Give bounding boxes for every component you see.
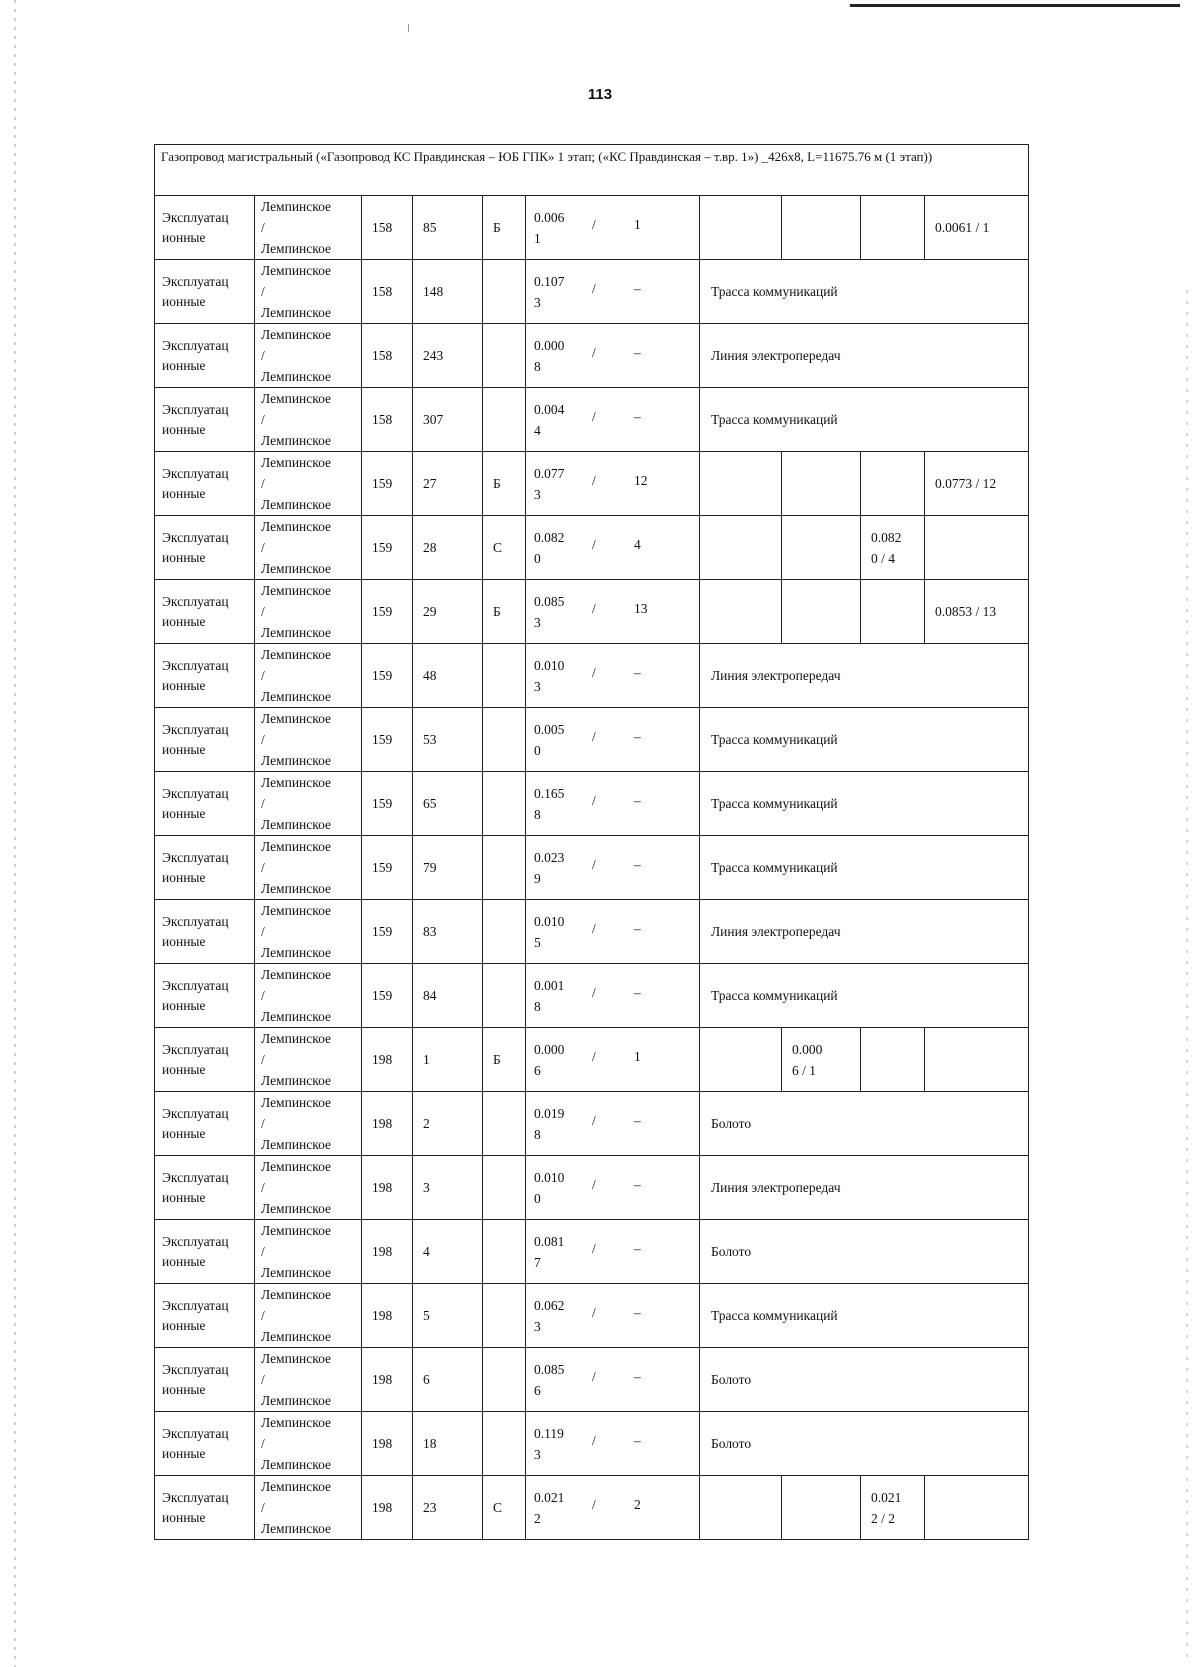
cell-category: [483, 1284, 526, 1348]
area-value: 0.119 3: [534, 1425, 564, 1462]
table-row: [155, 1476, 1029, 1540]
area-part: –: [634, 984, 641, 1000]
table-header: Газопровод магистральный («Газопровод КС Правдинская – ЮБ ГПК» 1 этап; («КС Правдинская – т.вр. 1») _426x8, L=11675.76 м (1 этап)): [155, 145, 1029, 196]
cell-kvartal: 159: [362, 644, 413, 708]
table-row: [155, 964, 1029, 1028]
cell-vydel: 3: [413, 1156, 483, 1220]
table-row: [155, 1028, 1029, 1092]
area-value: 0.005 0: [534, 721, 565, 758]
area-separator: /: [592, 1304, 596, 1320]
cell-area: [526, 196, 700, 260]
area-separator: /: [592, 920, 596, 936]
type-text: Эксплуатац ионные: [162, 465, 229, 501]
page-number: 113: [587, 86, 613, 103]
cell-category-area: 0.082 0 / 4: [861, 516, 925, 580]
cell-category: [483, 644, 526, 708]
cell-type: [155, 388, 255, 452]
cell-vydel: 5: [413, 1284, 483, 1348]
area-part: 13: [634, 600, 648, 616]
type-text: Эксплуатац ионные: [162, 1105, 229, 1141]
cell-note: Болото: [700, 1092, 1029, 1156]
cell-area: [526, 644, 700, 708]
cell-note: Трасса коммуникаций: [700, 836, 1029, 900]
cell-vydel: 28: [413, 516, 483, 580]
cell-location: [255, 772, 362, 836]
cell-kvartal: 159: [362, 452, 413, 516]
cell-note: Болото: [700, 1412, 1029, 1476]
cell-total: 0.0061 / 1: [925, 196, 1029, 260]
cell-category: С: [483, 516, 526, 580]
area-part: 1: [634, 1048, 641, 1064]
cell-category-area: 0.000 6 / 1: [782, 1028, 861, 1092]
cell-area: [526, 260, 700, 324]
area-part: 12: [634, 472, 648, 488]
cell-type: [155, 1092, 255, 1156]
area-separator: /: [592, 344, 596, 360]
area-part: –: [634, 1304, 641, 1320]
cell-location: [255, 260, 362, 324]
location-text: Лемпинское / Лемпинское: [261, 775, 332, 832]
table-row: [155, 196, 1029, 260]
cell-note: Болото: [700, 1220, 1029, 1284]
cell-type: [155, 708, 255, 772]
cell-location: [255, 836, 362, 900]
cell-category: Б: [483, 1028, 526, 1092]
cell-kvartal: 198: [362, 1476, 413, 1540]
location-text: Лемпинское / Лемпинское: [261, 1031, 332, 1088]
table-row: [155, 772, 1029, 836]
document-table: [154, 144, 1029, 1540]
cell-kvartal: 159: [362, 900, 413, 964]
type-text: Эксплуатац ионные: [162, 1297, 229, 1333]
cell-location: [255, 1476, 362, 1540]
area-value: 0.062 3: [534, 1297, 565, 1334]
cell-area: [526, 1220, 700, 1284]
area-separator: /: [592, 1048, 596, 1064]
location-text: Лемпинское / Лемпинское: [261, 199, 332, 256]
cell-category: Б: [483, 196, 526, 260]
area-part: –: [634, 408, 641, 424]
cell-type: [155, 836, 255, 900]
area-separator: /: [592, 664, 596, 680]
cell-category-area: [700, 1476, 782, 1540]
cell-vydel: 18: [413, 1412, 483, 1476]
area-value: 0.000 8: [534, 337, 565, 374]
type-text: Эксплуатац ионные: [162, 401, 229, 437]
cell-type: [155, 900, 255, 964]
cell-kvartal: 158: [362, 196, 413, 260]
cell-vydel: 23: [413, 1476, 483, 1540]
area-part: –: [634, 344, 641, 360]
table-row: [155, 388, 1029, 452]
type-text: Эксплуатац ионные: [162, 209, 229, 245]
area-part: –: [634, 1176, 641, 1192]
area-value: 0.000 6: [534, 1041, 565, 1078]
cell-vydel: 4: [413, 1220, 483, 1284]
cell-area: [526, 708, 700, 772]
table-row: [155, 900, 1029, 964]
area-separator: /: [592, 1432, 596, 1448]
area-part: –: [634, 1240, 641, 1256]
type-text: Эксплуатац ионные: [162, 913, 229, 949]
cell-vydel: 2: [413, 1092, 483, 1156]
area-part: –: [634, 728, 641, 744]
cell-kvartal: 198: [362, 1412, 413, 1476]
cell-note: Линия электропередач: [700, 644, 1029, 708]
area-separator: /: [592, 280, 596, 296]
area-value: 0.085 6: [534, 1361, 565, 1398]
cell-location: [255, 708, 362, 772]
cell-type: [155, 516, 255, 580]
cell-location: [255, 1028, 362, 1092]
cell-area: [526, 1476, 700, 1540]
cell-category-area: [861, 196, 925, 260]
area-value: 0.019 8: [534, 1105, 565, 1142]
cell-category: [483, 900, 526, 964]
cell-kvartal: 159: [362, 964, 413, 1028]
cell-kvartal: 198: [362, 1156, 413, 1220]
cell-note: Линия электропередач: [700, 324, 1029, 388]
cell-kvartal: 198: [362, 1284, 413, 1348]
type-text: Эксплуатац ионные: [162, 1489, 229, 1525]
table-row: [155, 1156, 1029, 1220]
cell-location: [255, 1348, 362, 1412]
type-text: Эксплуатац ионные: [162, 977, 229, 1013]
cell-type: [155, 1220, 255, 1284]
cell-vydel: 148: [413, 260, 483, 324]
cell-type: [155, 1412, 255, 1476]
cell-type: [155, 580, 255, 644]
area-separator: /: [592, 1368, 596, 1384]
cell-location: [255, 196, 362, 260]
scan-edge-right: [1186, 290, 1188, 1660]
area-value: 0.082 0: [534, 529, 565, 566]
cell-location: [255, 1092, 362, 1156]
area-separator: /: [592, 600, 596, 616]
type-text: Эксплуатац ионные: [162, 721, 229, 757]
cell-type: [155, 772, 255, 836]
area-part: –: [634, 664, 641, 680]
cell-note: Трасса коммуникаций: [700, 388, 1029, 452]
location-text: Лемпинское / Лемпинское: [261, 1223, 332, 1280]
table-header-row: [155, 145, 1029, 196]
location-text: Лемпинское / Лемпинское: [261, 391, 332, 448]
cell-type: [155, 1028, 255, 1092]
cell-category-area: [782, 516, 861, 580]
table-row: [155, 644, 1029, 708]
cell-area: [526, 324, 700, 388]
cell-category-area: [700, 580, 782, 644]
type-text: Эксплуатац ионные: [162, 849, 229, 885]
cell-vydel: 243: [413, 324, 483, 388]
type-text: Эксплуатац ионные: [162, 593, 229, 629]
cell-location: [255, 388, 362, 452]
table-row: [155, 708, 1029, 772]
cell-type: [155, 452, 255, 516]
area-separator: /: [592, 792, 596, 808]
cell-area: [526, 1348, 700, 1412]
area-value: 0.010 0: [534, 1169, 565, 1206]
area-value: 0.001 8: [534, 977, 565, 1014]
area-separator: /: [592, 472, 596, 488]
cell-category: [483, 964, 526, 1028]
location-text: Лемпинское / Лемпинское: [261, 903, 332, 960]
area-value: 0.006 1: [534, 209, 565, 246]
location-text: Лемпинское / Лемпинское: [261, 1415, 332, 1472]
cell-area: [526, 1284, 700, 1348]
area-value: 0.010 3: [534, 657, 565, 694]
cell-location: [255, 1220, 362, 1284]
area-value: 0.023 9: [534, 849, 565, 886]
cell-kvartal: 159: [362, 516, 413, 580]
cell-type: [155, 1156, 255, 1220]
table-row: [155, 452, 1029, 516]
cell-category: [483, 772, 526, 836]
cell-type: [155, 1348, 255, 1412]
cell-location: [255, 900, 362, 964]
area-separator: /: [592, 856, 596, 872]
location-text: Лемпинское / Лемпинское: [261, 1287, 332, 1344]
area-part: –: [634, 1368, 641, 1384]
location-text: Лемпинское / Лемпинское: [261, 519, 332, 576]
cell-category: [483, 324, 526, 388]
area-separator: /: [592, 984, 596, 1000]
cell-category: [483, 1092, 526, 1156]
location-text: Лемпинское / Лемпинское: [261, 263, 332, 320]
area-separator: /: [592, 1112, 596, 1128]
cell-location: [255, 1156, 362, 1220]
cell-area: [526, 1412, 700, 1476]
cell-vydel: 84: [413, 964, 483, 1028]
cell-kvartal: 158: [362, 388, 413, 452]
location-text: Лемпинское / Лемпинское: [261, 967, 332, 1024]
cell-kvartal: 159: [362, 836, 413, 900]
cell-category: Б: [483, 452, 526, 516]
cell-vydel: 53: [413, 708, 483, 772]
top-rule: [850, 4, 1180, 7]
cell-category: [483, 388, 526, 452]
cell-location: [255, 324, 362, 388]
cell-kvartal: 158: [362, 260, 413, 324]
cell-vydel: 307: [413, 388, 483, 452]
area-separator: /: [592, 1176, 596, 1192]
area-part: –: [634, 1112, 641, 1128]
cell-note: Трасса коммуникаций: [700, 964, 1029, 1028]
area-part: –: [634, 792, 641, 808]
area-part: –: [634, 920, 641, 936]
cell-category-area: [700, 516, 782, 580]
location-text: Лемпинское / Лемпинское: [261, 711, 332, 768]
table-row: [155, 1284, 1029, 1348]
cell-type: [155, 964, 255, 1028]
location-text: Лемпинское / Лемпинское: [261, 1479, 332, 1536]
cell-kvartal: 198: [362, 1028, 413, 1092]
type-text: Эксплуатац ионные: [162, 1233, 229, 1269]
area-value: 0.004 4: [534, 401, 565, 438]
cell-vydel: 65: [413, 772, 483, 836]
cell-note: Трасса коммуникаций: [700, 772, 1029, 836]
cell-category: [483, 1412, 526, 1476]
cell-note: Линия электропередач: [700, 900, 1029, 964]
cell-area: [526, 1092, 700, 1156]
cell-vydel: 48: [413, 644, 483, 708]
area-value: 0.081 7: [534, 1233, 565, 1270]
cell-vydel: 79: [413, 836, 483, 900]
table-row: [155, 1092, 1029, 1156]
location-text: Лемпинское / Лемпинское: [261, 455, 332, 512]
area-value: 0.107 3: [534, 273, 565, 310]
area-value: 0.021 2: [534, 1489, 565, 1526]
location-text: Лемпинское / Лемпинское: [261, 647, 332, 704]
cell-category-area: [700, 452, 782, 516]
area-separator: /: [592, 728, 596, 744]
cell-total: 0.0853 / 13: [925, 580, 1029, 644]
cell-type: [155, 1476, 255, 1540]
area-part: –: [634, 1432, 641, 1448]
cell-note: Трасса коммуникаций: [700, 260, 1029, 324]
location-text: Лемпинское / Лемпинское: [261, 1159, 332, 1216]
cell-category: [483, 1156, 526, 1220]
cell-category: [483, 1348, 526, 1412]
area-part: 4: [634, 536, 641, 552]
cell-category-area: [782, 196, 861, 260]
cell-area: [526, 964, 700, 1028]
cell-vydel: 85: [413, 196, 483, 260]
cell-kvartal: 159: [362, 772, 413, 836]
cell-category: [483, 260, 526, 324]
cell-vydel: 1: [413, 1028, 483, 1092]
cell-location: [255, 964, 362, 1028]
scan-edge-left: [14, 0, 16, 1667]
type-text: Эксплуатац ионные: [162, 657, 229, 693]
scan-mark: [408, 24, 409, 32]
cell-kvartal: 158: [362, 324, 413, 388]
cell-area: [526, 516, 700, 580]
table-row: [155, 1412, 1029, 1476]
cell-category-area: [700, 196, 782, 260]
cell-area: [526, 580, 700, 644]
area-value: 0.165 8: [534, 785, 565, 822]
cell-category: С: [483, 1476, 526, 1540]
area-separator: /: [592, 408, 596, 424]
area-value: 0.077 3: [534, 465, 565, 502]
cell-total: [925, 1028, 1029, 1092]
cell-total: [925, 516, 1029, 580]
cell-location: [255, 1284, 362, 1348]
table-row: [155, 580, 1029, 644]
area-part: 1: [634, 216, 641, 232]
cell-category: [483, 836, 526, 900]
cell-area: [526, 452, 700, 516]
cell-type: [155, 1284, 255, 1348]
type-text: Эксплуатац ионные: [162, 529, 229, 565]
location-text: Лемпинское / Лемпинское: [261, 1095, 332, 1152]
type-text: Эксплуатац ионные: [162, 1169, 229, 1205]
type-text: Эксплуатац ионные: [162, 1361, 229, 1397]
area-separator: /: [592, 536, 596, 552]
area-part: –: [634, 856, 641, 872]
cell-type: [155, 260, 255, 324]
cell-vydel: 27: [413, 452, 483, 516]
cell-note: Трасса коммуникаций: [700, 708, 1029, 772]
type-text: Эксплуатац ионные: [162, 785, 229, 821]
cell-category-area: [782, 1476, 861, 1540]
cell-location: [255, 1412, 362, 1476]
cell-location: [255, 644, 362, 708]
table-row: [155, 324, 1029, 388]
cell-type: [155, 196, 255, 260]
area-value: 0.085 3: [534, 593, 565, 630]
cell-area: [526, 1156, 700, 1220]
cell-category: [483, 1220, 526, 1284]
cell-kvartal: 159: [362, 708, 413, 772]
cell-category-area: [861, 1028, 925, 1092]
table-row: [155, 516, 1029, 580]
cell-type: [155, 324, 255, 388]
cell-vydel: 83: [413, 900, 483, 964]
cell-area: [526, 1028, 700, 1092]
cell-category-area: 0.021 2 / 2: [861, 1476, 925, 1540]
area-part: 2: [634, 1496, 641, 1512]
cell-total: [925, 1476, 1029, 1540]
cell-category-area: [782, 580, 861, 644]
cell-vydel: 29: [413, 580, 483, 644]
cell-kvartal: 159: [362, 580, 413, 644]
area-part: –: [634, 280, 641, 296]
location-text: Лемпинское / Лемпинское: [261, 327, 332, 384]
cell-category: Б: [483, 580, 526, 644]
area-separator: /: [592, 1496, 596, 1512]
cell-category-area: [782, 452, 861, 516]
type-text: Эксплуатац ионные: [162, 1425, 229, 1461]
location-text: Лемпинское / Лемпинское: [261, 839, 332, 896]
cell-area: [526, 836, 700, 900]
area-separator: /: [592, 1240, 596, 1256]
cell-category: [483, 708, 526, 772]
type-text: Эксплуатац ионные: [162, 337, 229, 373]
table-row: [155, 1220, 1029, 1284]
cell-location: [255, 580, 362, 644]
cell-note: Болото: [700, 1348, 1029, 1412]
cell-area: [526, 772, 700, 836]
cell-kvartal: 198: [362, 1220, 413, 1284]
cell-area: [526, 900, 700, 964]
cell-kvartal: 198: [362, 1092, 413, 1156]
cell-vydel: 6: [413, 1348, 483, 1412]
cell-area: [526, 388, 700, 452]
cell-type: [155, 644, 255, 708]
cell-category-area: [700, 1028, 782, 1092]
area-separator: /: [592, 216, 596, 232]
table-row: [155, 260, 1029, 324]
type-text: Эксплуатац ионные: [162, 273, 229, 309]
cell-category-area: [861, 580, 925, 644]
cell-category-area: [861, 452, 925, 516]
location-text: Лемпинское / Лемпинское: [261, 1351, 332, 1408]
table-row: [155, 1348, 1029, 1412]
cell-location: [255, 452, 362, 516]
type-text: Эксплуатац ионные: [162, 1041, 229, 1077]
cell-total: 0.0773 / 12: [925, 452, 1029, 516]
table-row: [155, 836, 1029, 900]
cell-kvartal: 198: [362, 1348, 413, 1412]
cell-note: Трасса коммуникаций: [700, 1284, 1029, 1348]
area-value: 0.010 5: [534, 913, 565, 950]
cell-note: Линия электропередач: [700, 1156, 1029, 1220]
location-text: Лемпинское / Лемпинское: [261, 583, 332, 640]
cell-location: [255, 516, 362, 580]
